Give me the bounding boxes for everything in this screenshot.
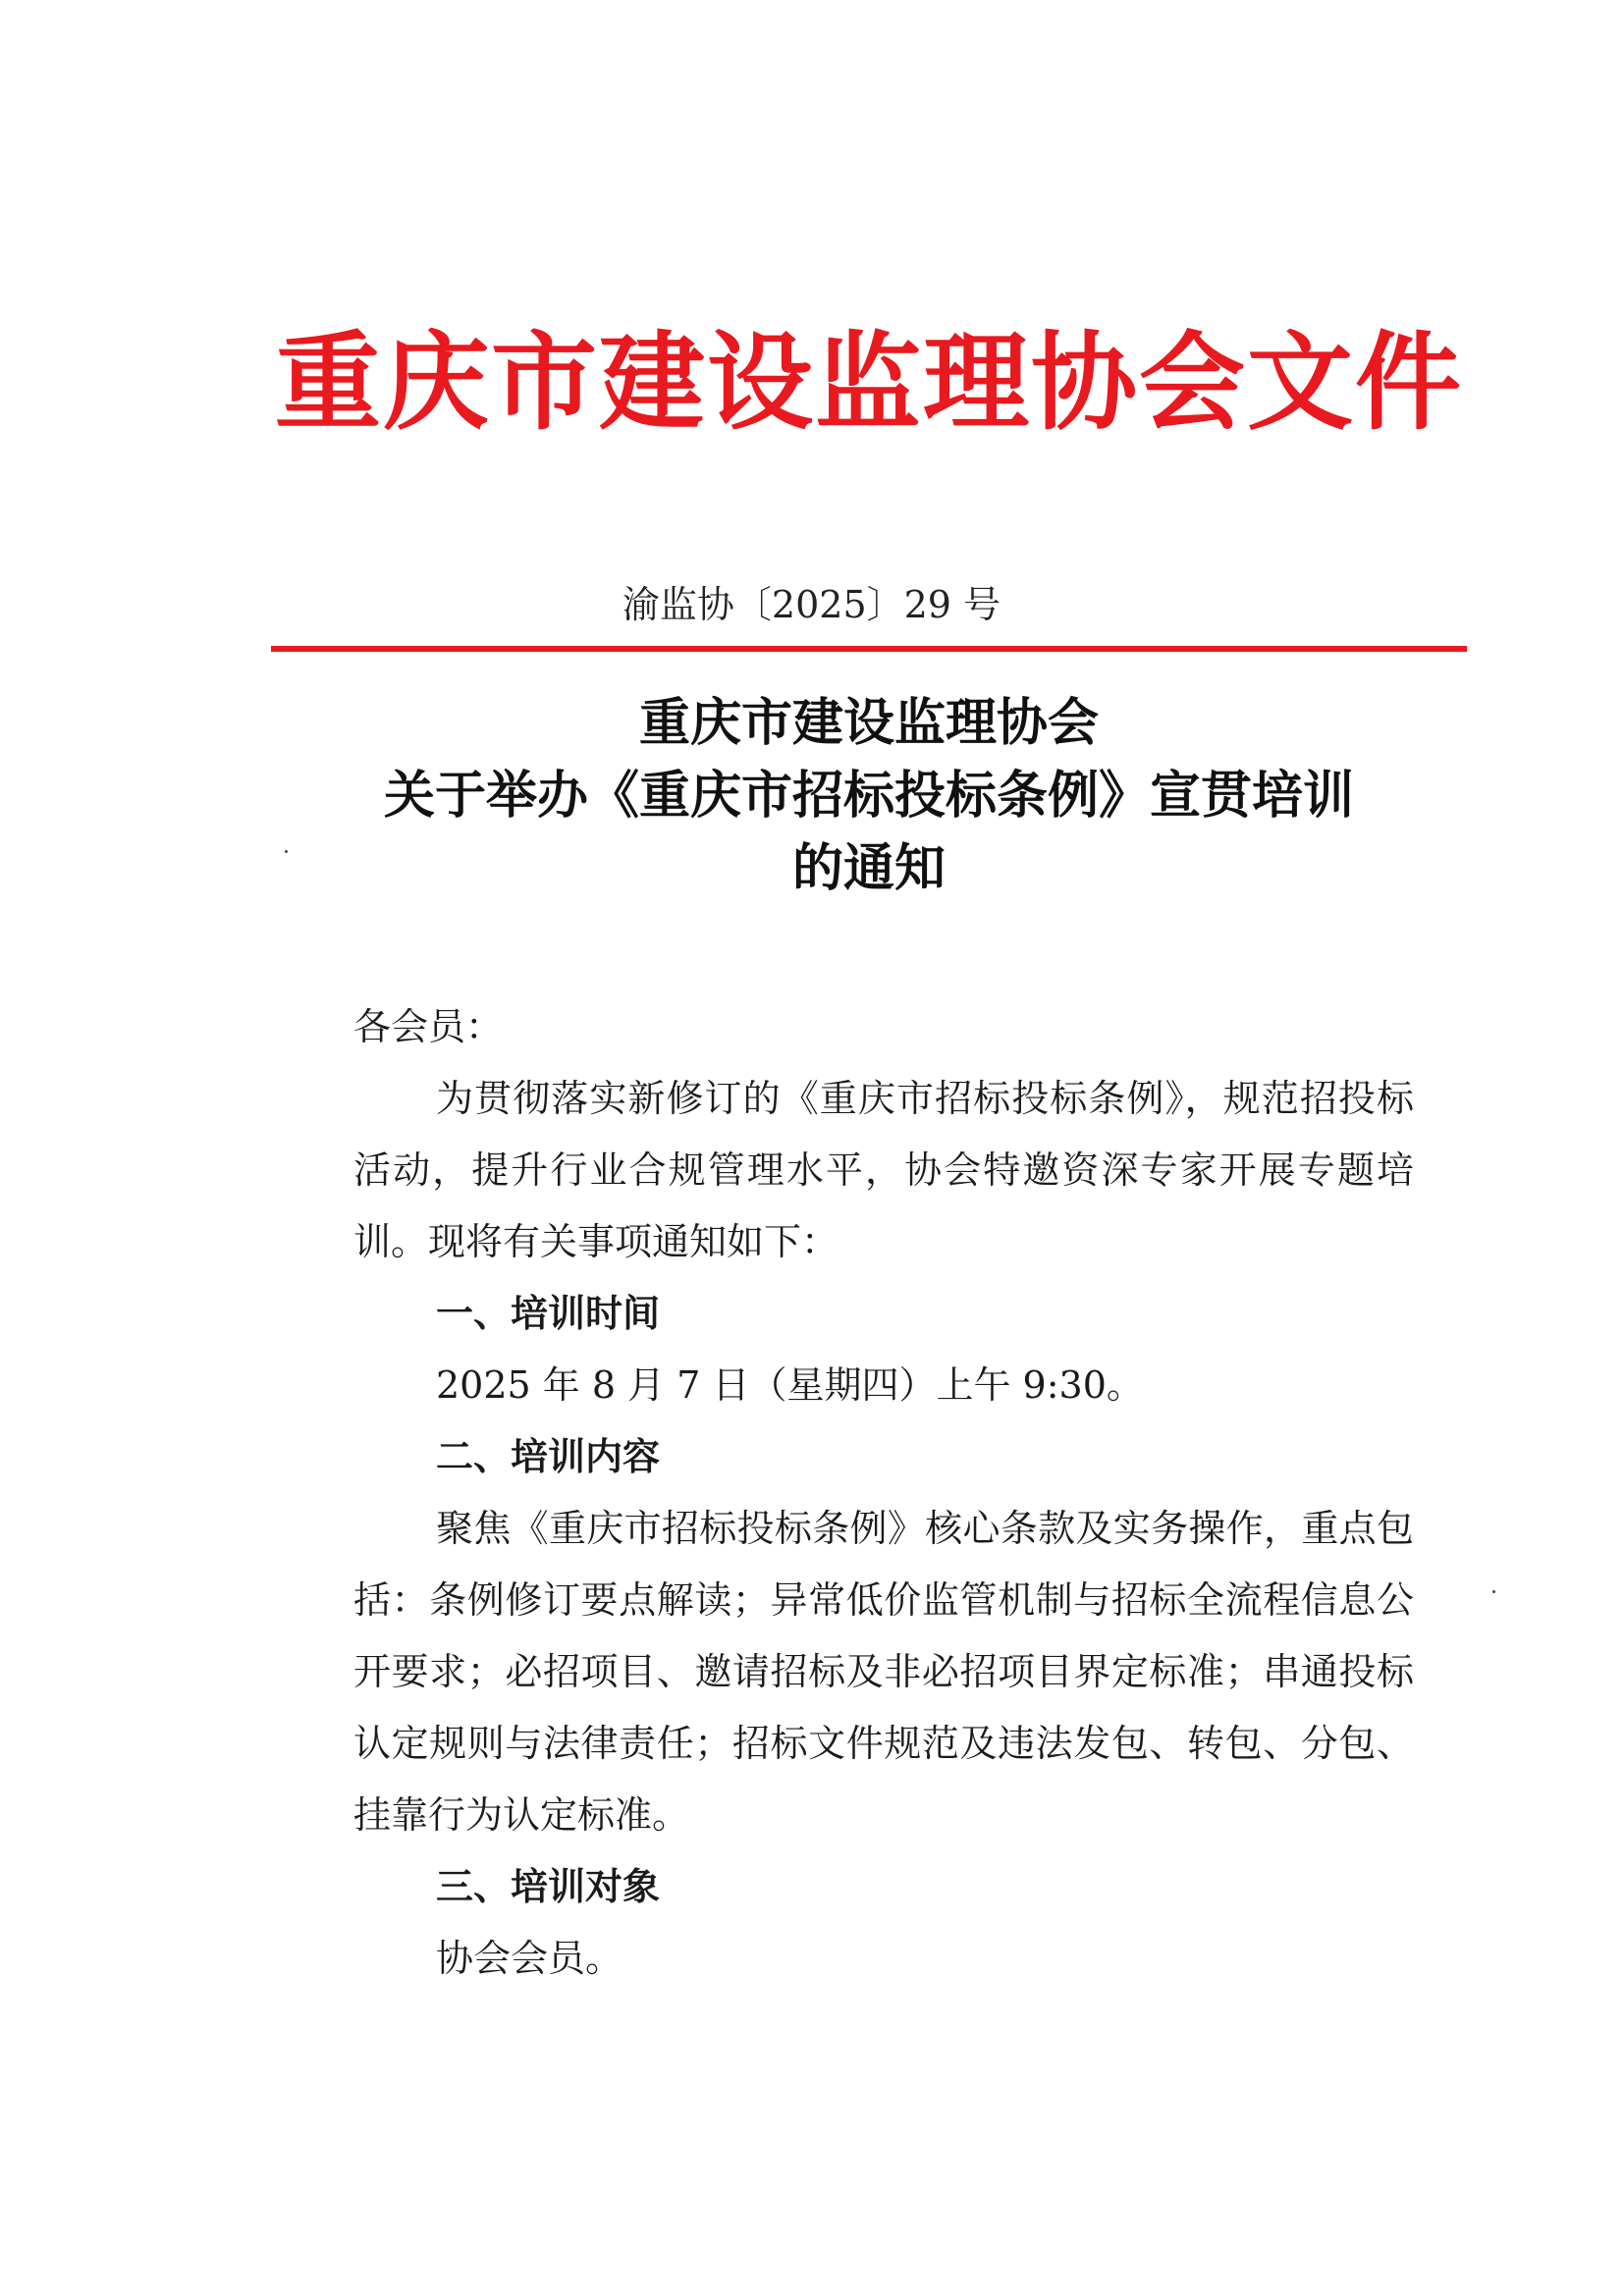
section-heading-content: 二、培训内容 (436, 1435, 661, 1478)
scan-speck (285, 850, 288, 853)
title-line-1: 重庆市建设监理协会 (638, 693, 1099, 753)
notice-title (271, 687, 1467, 905)
section-heading-time: 一、培训时间 (436, 1292, 661, 1335)
salutation: 各会员： (353, 1005, 504, 1048)
title-line-3: 的通知 (791, 838, 946, 898)
section-content-time: 2025 年 8 月 7 日（星期四）上午 9:30。 (436, 1363, 1144, 1407)
title-line-2: 关于举办《重庆市招标投标条例》宣贯培训 (383, 766, 1354, 826)
scan-speck (1492, 1590, 1495, 1593)
masthead-title: 重庆市建设监理协会文件 (275, 321, 1464, 445)
section-content-content: 聚焦《重庆市招标投标条例》核心条款及实务操作，重点包括：条例修订要点解读；异常低价监管机制与招标全流程信息公开要求；必招项目、邀请招标及非必招项目界定标准；串通投标认定规则与法律责任；招标文件规范及违法发包、转包、分包、挂靠行为认定标准。 (353, 1507, 1414, 1837)
section-content-audience: 协会会员。 (436, 1937, 623, 1980)
section-heading-audience: 三、培训对象 (436, 1865, 661, 1908)
red-divider-line (271, 646, 1467, 652)
document-number: 渝监协〔2025〕29 号 (622, 583, 1001, 626)
intro-paragraph: 为贯彻落实新修订的《重庆市招标投标条例》，规范招投标活动，提升行业合规管理水平，协会特邀资深专家开展专题培训。现将有关事项通知如下： (353, 1077, 1414, 1263)
notice-body (353, 991, 1414, 1995)
